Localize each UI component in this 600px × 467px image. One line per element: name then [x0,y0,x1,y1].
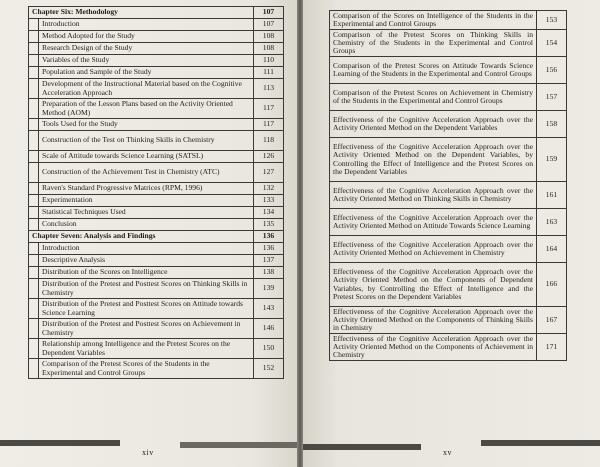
toc-row [29,359,284,379]
chapter-seven-row [29,231,284,243]
entry-title: Method Adopted for the Study [39,31,254,43]
entry-page: 150 [254,339,284,359]
toc-row [29,131,284,151]
chapter-seven-page: 136 [254,231,284,243]
entry-title: Variables of the Study [39,55,254,67]
entry-title: Distribution of the Pretest and Posttest Scores on Attitude towards Science Learning [39,299,254,319]
page-edge-bar [180,442,297,448]
toc-row [29,319,284,339]
toc-row [29,19,284,31]
page-number: xv [443,448,452,457]
toc-row [330,30,567,57]
entry-title: Effectiveness of the Cognitive Acceleration Approach over the Activity Oriented Method on the Components of Dependent Variables, by Controlling the Effect of Intelligence and the Pretest Scores on the Dependent Variables [330,263,537,307]
entry-title: Scale of Attitude towards Science Learning (SATSL) [39,151,254,163]
entry-page: 137 [254,255,284,267]
entry-page: 167 [537,307,567,334]
page-edge-bar [303,444,421,450]
toc-row [29,267,284,279]
entry-page: 153 [537,11,567,30]
entry-title: Relationship among Intelligence and the Pretest Scores on the Dependent Variables [39,339,254,359]
toc-row [29,219,284,231]
entry-title: Effectiveness of the Cognitive Acceleration Approach over the Activity Oriented Method on Thinking Skills in Chemistry [330,182,537,209]
entry-title: Comparison of the Pretest Scores on Achievement in Chemistry of the Students in the Experimental and Control Groups [330,84,537,111]
entry-title: Construction of the Achievement Test in Chemistry (ATC) [39,163,254,183]
toc-row [29,67,284,79]
entry-title: Distribution of the Pretest and Posttest Scores on Thinking Skills in Chemistry [39,279,254,299]
entry-page: 136 [254,243,284,255]
entry-page: 107 [254,19,284,31]
chapter-six-row [29,7,284,19]
toc-row [29,79,284,99]
toc-row [29,55,284,67]
toc-row [330,111,567,138]
entry-title: Population and Sample of the Study [39,67,254,79]
entry-page: 118 [254,131,284,151]
toc-row [29,99,284,119]
entry-title: Effectiveness of the Cognitive Acceleration Approach over the Activity Oriented Method on the Dependent Variables [330,111,537,138]
page-edge-bar [481,440,600,446]
entry-page: 135 [254,219,284,231]
entry-title: Experimentation [39,195,254,207]
entry-title: Comparison of the Pretest Scores on Thinking Skills in Chemistry of the Students in the Experimental and Control Groups [330,30,537,57]
toc-row [29,31,284,43]
entry-title: Effectiveness of the Cognitive Acceleration Approach over the Activity Oriented Method on the Components of Thinking Skills in Chemistry [330,307,537,334]
entry-page: 126 [254,151,284,163]
entry-page: 159 [537,138,567,182]
page-number: xiv [142,448,154,457]
toc-row [29,195,284,207]
toc-row [330,334,567,361]
toc-row [330,138,567,182]
entry-page: 146 [254,319,284,339]
entry-title: Descriptive Analysis [39,255,254,267]
entry-title: Preparation of the Lesson Plans based on the Activity Oriented Method (AOM) [39,99,254,119]
toc-row [330,84,567,111]
entry-page: 117 [254,119,284,131]
toc-row [29,207,284,219]
toc-row [29,43,284,55]
entry-title: Construction of the Test on Thinking Skills in Chemistry [39,131,254,151]
entry-title: Conclusion [39,219,254,231]
entry-page: 171 [537,334,567,361]
toc-row [330,236,567,263]
toc-row [29,255,284,267]
entry-page: 154 [537,30,567,57]
entry-page: 152 [254,359,284,379]
toc-row [330,57,567,84]
toc-row [29,279,284,299]
entry-title: Introduction [39,243,254,255]
entry-title: Distribution of the Scores on Intelligence [39,267,254,279]
chapter-six-title: Chapter Six: Methodology [29,7,254,19]
page-edge-bar [0,440,120,446]
entry-title: Research Design of the Study [39,43,254,55]
entry-page: 138 [254,267,284,279]
entry-page: 108 [254,31,284,43]
entry-title: Introduction [39,19,254,31]
entry-page: 157 [537,84,567,111]
entry-page: 158 [537,111,567,138]
entry-title: Effectiveness of the Cognitive Acceleration Approach over the Activity Oriented Method on Achievement in Chemistry [330,236,537,263]
entry-page: 143 [254,299,284,319]
entry-page: 166 [537,263,567,307]
toc-row [29,163,284,183]
right-toc-table [329,10,567,361]
entry-title: Effectiveness of the Cognitive Acceleration Approach over the Activity Oriented Method on Attitude Towards Science Learning [330,209,537,236]
left-toc-table [28,6,284,379]
entry-page: 127 [254,163,284,183]
toc-row [330,263,567,307]
entry-title: Raven's Standard Progressive Matrices (RPM, 1996) [39,183,254,195]
entry-title: Tools Used for the Study [39,119,254,131]
entry-page: 134 [254,207,284,219]
entry-page: 110 [254,55,284,67]
entry-page: 163 [537,209,567,236]
entry-page: 108 [254,43,284,55]
entry-page: 117 [254,99,284,119]
entry-title: Effectiveness of the Cognitive Acceleration Approach over the Activity Oriented Method on the Dependent Variables, by Controlling the Effect of Intelligence and the Pretest Scores on the Dependent Variables [330,138,537,182]
entry-page: 156 [537,57,567,84]
entry-title: Development of the Instructional Material based on the Cognitive Acceleration Approach [39,79,254,99]
entry-page: 113 [254,79,284,99]
toc-row [330,209,567,236]
chapter-six-page: 107 [254,7,284,19]
entry-title: Comparison of the Pretest Scores on Attitude Towards Science Learning of the Students in the Experimental and Control Groups [330,57,537,84]
toc-row [330,307,567,334]
toc-row [29,151,284,163]
entry-page: 139 [254,279,284,299]
entry-title: Distribution of the Pretest and Posttest Scores on Achievement in Chemistry [39,319,254,339]
entry-title: Effectiveness of the Cognitive Acceleration Approach over the Activity Oriented Method on the Components of Achievement in Chemistry [330,334,537,361]
toc-row [330,11,567,30]
entry-page: 161 [537,182,567,209]
entry-page: 133 [254,195,284,207]
entry-title: Statistical Techniques Used [39,207,254,219]
entry-page: 132 [254,183,284,195]
toc-row [29,243,284,255]
chapter-seven-title: Chapter Seven: Analysis and Findings [29,231,254,243]
entry-title: Comparison of the Scores on Intelligence of the Students in the Experimental and Control Groups [330,11,537,30]
toc-row [29,183,284,195]
entry-page: 111 [254,67,284,79]
toc-row [29,339,284,359]
entry-page: 164 [537,236,567,263]
right-page [303,0,600,467]
toc-row [29,299,284,319]
left-page [0,0,297,467]
entry-title: Comparison of the Pretest Scores of the Students in the Experimental and Control Groups [39,359,254,379]
toc-row [330,182,567,209]
toc-row [29,119,284,131]
